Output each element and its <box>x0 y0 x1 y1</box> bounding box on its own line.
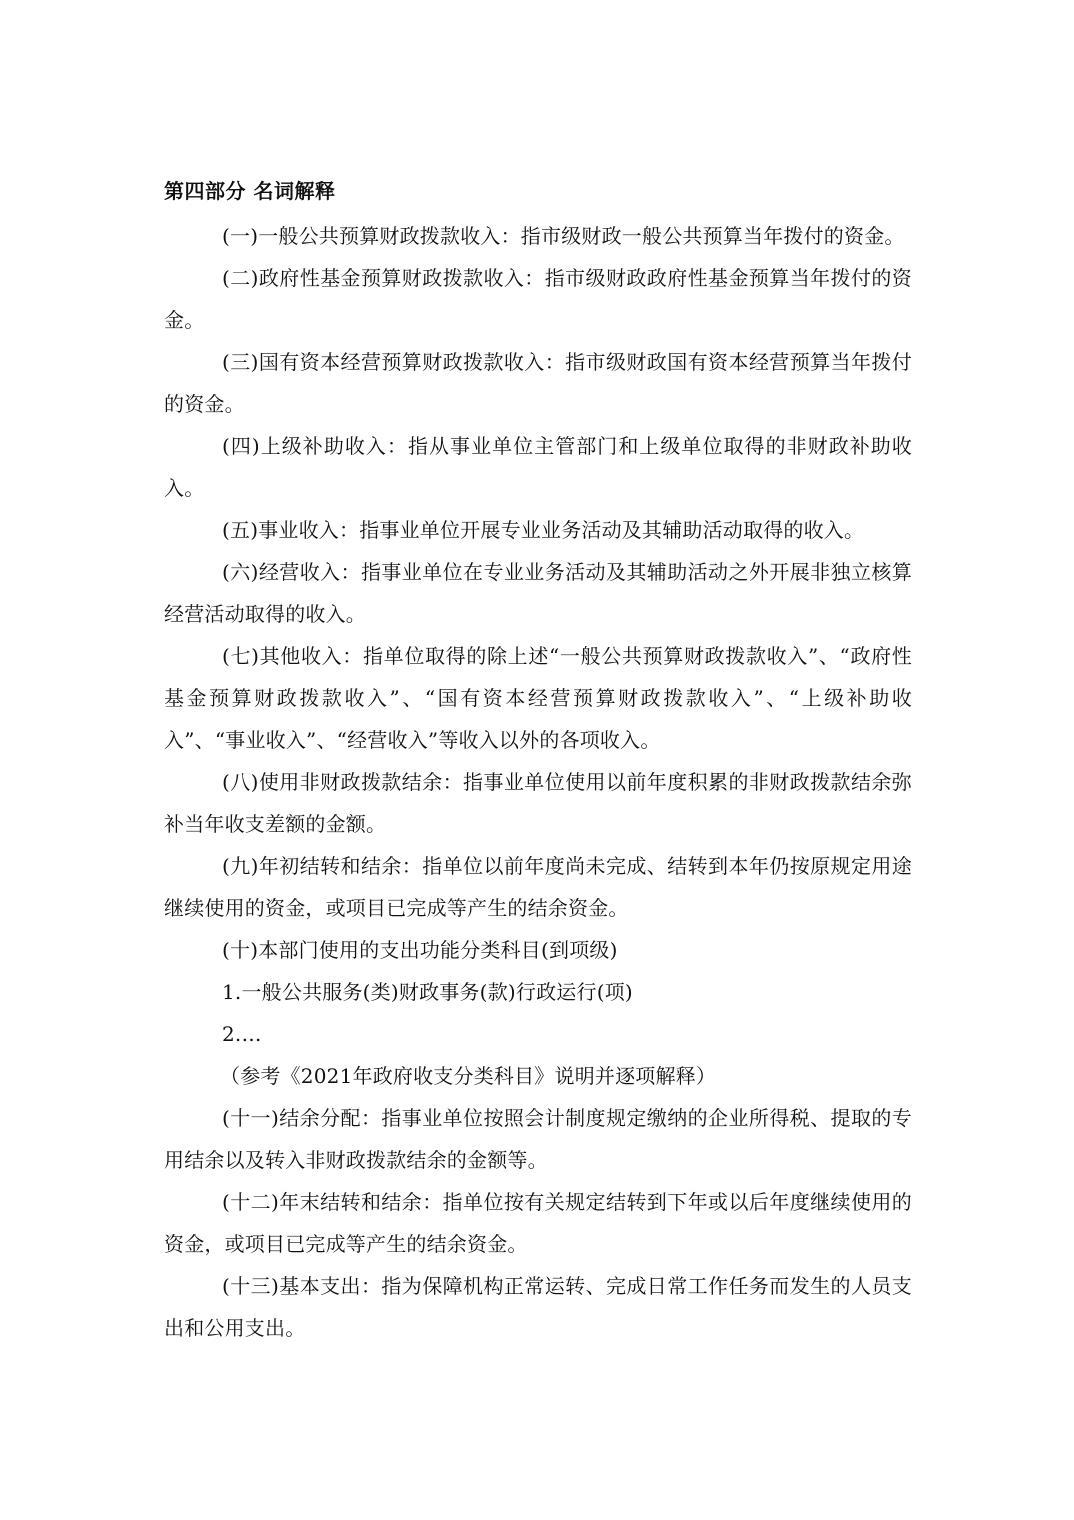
section-title: 第四部分 名词解释 <box>164 179 336 203</box>
paragraph-superior-subsidy-income: (四)上级补助收入：指从事业单位主管部门和上级单位取得的非财政补助收入。 <box>164 434 912 500</box>
paragraph-year-end-carryover: (十二)年末结转和结余：指单位按有关规定结转到下年或以后年度继续使用的资金，或项目已完成等产生的结余资金。 <box>164 1190 912 1256</box>
paragraph-basic-expenditure: (十三)基本支出：指为保障机构正常运转、完成日常工作任务而发生的人员支出和公用支出。 <box>164 1274 912 1340</box>
paragraph-classification-item-1: 1.一般公共服务(类)财政事务(款)行政运行(项) <box>222 980 633 1004</box>
paragraph-business-income: (五)事业收入：指事业单位开展专业业务活动及其辅助活动取得的收入。 <box>222 518 865 542</box>
paragraph-non-fiscal-surplus-use: (八)使用非财政拨款结余：指事业单位使用以前年度积累的非财政拨款结余弥补当年收支差额的金额。 <box>164 770 912 836</box>
paragraph-classification-item-2: 2.… <box>222 1022 262 1046</box>
paragraph-government-fund-income: (二)政府性基金预算财政拨款收入：指市级财政政府性基金预算当年拨付的资金。 <box>164 266 912 332</box>
paragraph-operating-income: (六)经营收入：指事业单位在专业业务活动及其辅助活动之外开展非独立核算经营活动取得的收入。 <box>164 560 912 626</box>
paragraph-beginning-carryover: (九)年初结转和结余：指单位以前年度尚未完成、结转到本年仍按原规定用途继续使用的资金，或项目已完成等产生的结余资金。 <box>164 854 912 920</box>
paragraph-surplus-distribution: (十一)结余分配：指事业单位按照会计制度规定缴纳的企业所得税、提取的专用结余以及转入非财政拨款结余的金额等。 <box>164 1106 912 1172</box>
paragraph-general-budget-income: (一)一般公共预算财政拨款收入：指市级财政一般公共预算当年拨付的资金。 <box>222 224 905 248</box>
paragraph-reference-note: （参考《2021年政府收支分类科目》说明并逐项解释） <box>220 1064 717 1088</box>
paragraph-other-income: (七)其他收入：指单位取得的除上述“一般公共预算财政拨款收入”、“政府性基金预算财政拨款收入”、“国有资本经营预算财政拨款收入”、“上级补助收入”、“事业收入”、“经营收入”等收入以外的各项收入。 <box>164 644 912 752</box>
document-body <box>164 173 912 1349</box>
paragraph-state-capital-income: (三)国有资本经营预算财政拨款收入：指市级财政国有资本经营预算当年拨付的资金。 <box>164 350 912 416</box>
paragraph-expenditure-classification: (十)本部门使用的支出功能分类科目(到项级) <box>222 938 618 962</box>
